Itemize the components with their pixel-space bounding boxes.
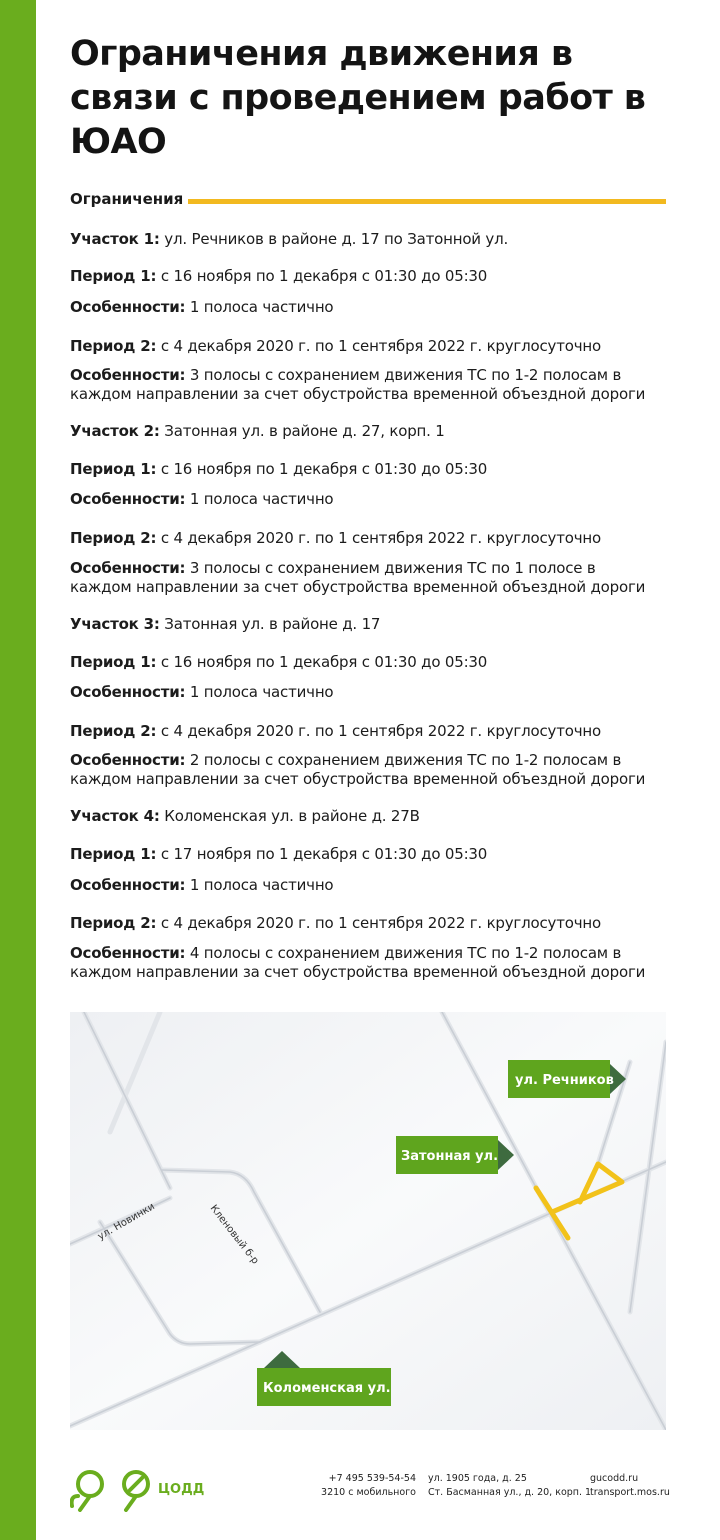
restriction-line bbox=[70, 944, 670, 982]
restriction-label: Период 1: bbox=[70, 460, 157, 478]
restriction-text: с 4 декабря 2020 г. по 1 сентября 2022 г. круглосуточно bbox=[156, 337, 601, 355]
restriction-line bbox=[70, 807, 670, 826]
restriction-label: Период 2: bbox=[70, 722, 157, 740]
label-rechnikov-text: ул. Речников bbox=[515, 1073, 614, 1088]
restriction-label: Период 2: bbox=[70, 529, 157, 547]
restriction-text: 1 полоса частично bbox=[185, 683, 334, 701]
restriction-text: 4 полосы с сохранением движения ТС по 1-2 полосам в bbox=[185, 944, 622, 962]
restriction-label: Особенности: bbox=[70, 876, 186, 894]
restriction-line bbox=[70, 267, 670, 286]
restriction-text-continued: каждом направлении за счет обустройства временной объездной дороги bbox=[70, 770, 646, 788]
restriction-line bbox=[70, 337, 670, 356]
restriction-label: Особенности: bbox=[70, 683, 186, 701]
codd-logo bbox=[70, 1466, 210, 1512]
restriction-text: 3 полосы с сохранением движения ТС по 1 полосе в bbox=[185, 559, 596, 577]
restriction-text: с 16 ноября по 1 декабря с 01:30 до 05:30 bbox=[156, 653, 488, 671]
restriction-line bbox=[70, 559, 670, 597]
restriction-line bbox=[70, 683, 670, 702]
page-title: Ограничения движения в связи с проведением работ в ЮАО bbox=[70, 34, 646, 162]
restriction-line bbox=[70, 615, 670, 634]
footer-phone: +7 495 539-54-54 bbox=[328, 1473, 416, 1484]
restriction-text-continued: каждом направлении за счет обустройства временной объездной дороги bbox=[70, 385, 646, 403]
restriction-line bbox=[70, 751, 670, 789]
restriction-label: Участок 3: bbox=[70, 615, 160, 633]
restriction-line bbox=[70, 653, 670, 672]
restriction-label: Период 1: bbox=[70, 267, 157, 285]
restriction-label: Участок 1: bbox=[70, 230, 160, 248]
restriction-text: 1 полоса частично bbox=[185, 298, 334, 316]
restriction-line bbox=[70, 845, 670, 864]
restriction-label: Участок 4: bbox=[70, 807, 160, 825]
restriction-label: Особенности: bbox=[70, 751, 186, 769]
restriction-line bbox=[70, 490, 670, 509]
section-header bbox=[70, 189, 666, 211]
street-label-novinki: ул. Новинки bbox=[96, 1201, 157, 1243]
restriction-line bbox=[70, 298, 670, 317]
restriction-text: с 4 декабря 2020 г. по 1 сентября 2022 г. круглосуточно bbox=[156, 722, 601, 740]
restriction-label: Особенности: bbox=[70, 298, 186, 316]
label-zatonnaya bbox=[396, 1136, 514, 1174]
restriction-text: с 17 ноября по 1 декабря с 01:30 до 05:30 bbox=[156, 845, 488, 863]
footer-sites bbox=[590, 1472, 670, 1500]
left-accent-bar bbox=[0, 0, 36, 1540]
restriction-text-continued: каждом направлении за счет обустройства временной объездной дороги bbox=[70, 963, 646, 981]
restriction-label: Участок 2: bbox=[70, 422, 160, 440]
restriction-label: Период 1: bbox=[70, 653, 157, 671]
section-divider bbox=[188, 199, 666, 204]
label-kolomenskaya-text: Коломенская ул. bbox=[263, 1381, 391, 1396]
footer-site-1: gucodd.ru bbox=[590, 1473, 639, 1484]
restriction-text: с 16 ноября по 1 декабря с 01:30 до 05:30 bbox=[156, 460, 488, 478]
restriction-text: с 4 декабря 2020 г. по 1 сентября 2022 г. круглосуточно bbox=[156, 529, 601, 547]
restriction-line bbox=[70, 914, 670, 933]
restriction-line bbox=[70, 722, 670, 741]
restriction-line bbox=[70, 876, 670, 895]
restriction-line bbox=[70, 230, 670, 249]
restriction-text: 1 полоса частично bbox=[185, 490, 334, 508]
restriction-label: Период 2: bbox=[70, 337, 157, 355]
restriction-line bbox=[70, 529, 670, 548]
restriction-label: Особенности: bbox=[70, 366, 186, 384]
restriction-text: с 16 ноября по 1 декабря с 01:30 до 05:30 bbox=[156, 267, 488, 285]
label-rechnikov bbox=[508, 1060, 626, 1098]
restriction-line bbox=[70, 422, 670, 441]
restriction-label: Период 1: bbox=[70, 845, 157, 863]
restriction-text: ул. Речников в районе д. 17 по Затонной ул. bbox=[159, 230, 509, 248]
restriction-label: Особенности: bbox=[70, 559, 186, 577]
restriction-label: Особенности: bbox=[70, 944, 186, 962]
label-zatonnaya-text: Затонная ул. bbox=[401, 1149, 499, 1164]
restriction-text-continued: каждом направлении за счет обустройства временной объездной дороги bbox=[70, 578, 646, 596]
footer-mobile: 3210 с мобильного bbox=[321, 1487, 416, 1498]
map bbox=[70, 1012, 666, 1430]
street-label-klenovy: Кленовый б-р bbox=[207, 1203, 261, 1267]
section-label: Ограничения bbox=[70, 190, 184, 208]
restriction-text: Затонная ул. в районе д. 27, корп. 1 bbox=[159, 422, 445, 440]
restriction-label: Период 2: bbox=[70, 914, 157, 932]
logo-text: ЦОДД bbox=[158, 1482, 205, 1497]
restriction-text: 3 полосы с сохранением движения ТС по 1-2 полосам в bbox=[185, 366, 622, 384]
restriction-text: Коломенская ул. в районе д. 27В bbox=[159, 807, 420, 825]
restriction-text: 1 полоса частично bbox=[185, 876, 334, 894]
footer-address-1: ул. 1905 года, д. 25 bbox=[428, 1473, 527, 1484]
restriction-line bbox=[70, 460, 670, 479]
restriction-label: Особенности: bbox=[70, 490, 186, 508]
footer-contacts bbox=[318, 1472, 416, 1500]
footer-addresses bbox=[428, 1472, 591, 1500]
restriction-text: 2 полосы с сохранением движения ТС по 1-2 полосам в bbox=[185, 751, 622, 769]
restriction-text: с 4 декабря 2020 г. по 1 сентября 2022 г. круглосуточно bbox=[156, 914, 601, 932]
restriction-line bbox=[70, 366, 670, 404]
footer-address-2: Ст. Басманная ул., д. 20, корп. 1 bbox=[428, 1487, 592, 1498]
footer-site-2: transport.mos.ru bbox=[590, 1487, 670, 1498]
restriction-text: Затонная ул. в районе д. 17 bbox=[159, 615, 381, 633]
